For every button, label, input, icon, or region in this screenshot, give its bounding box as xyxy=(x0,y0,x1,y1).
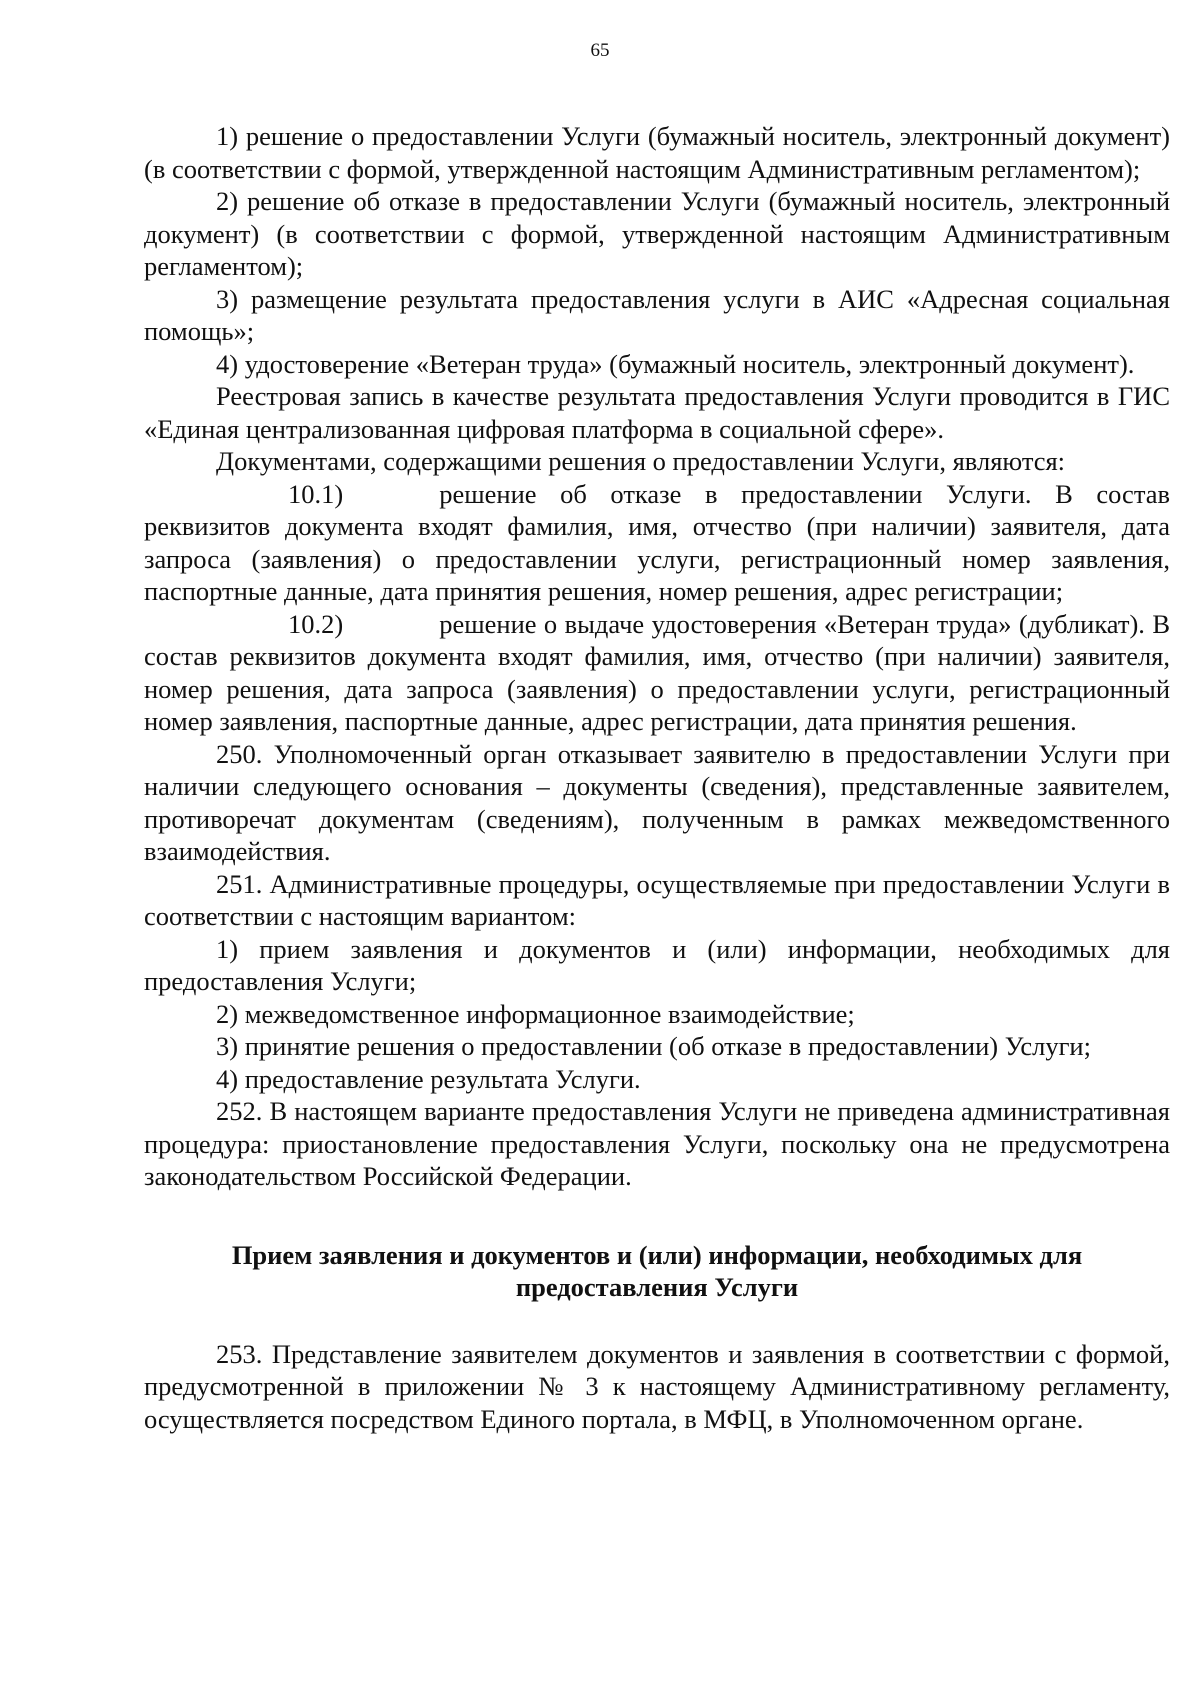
subitem-10-2 xyxy=(144,608,1170,738)
clause-252: 252. В настоящем варианте предоставления Услуги не приведена административная процедура: приостановление предоставления Услуги, поскольку она не предусмотрена законодательством Российской Федерации. xyxy=(144,1096,1170,1191)
clause-253: 253. Представление заявителем документов и заявления в соответствии с формой, предусмотренной в приложении № 3 к настоящему Административному регламенту, осуществляется посредством Единого портала, в МФЦ, в Уполномоченном органе. xyxy=(144,1338,1170,1434)
subitem-10-1 xyxy=(144,478,1170,608)
section-heading xyxy=(144,1239,1170,1304)
procedure-item-1: 1) прием заявления и документов и (или) информации, необходимых для предоставления Услуги; xyxy=(144,933,1170,996)
result-item-2: 2) решение об отказе в предоставлении Услуги (бумажный носитель, электронный документ) (в соответствии с формой, утвержденной настоящим Административным регламентом); xyxy=(144,186,1170,281)
subitem-number: 10.1) xyxy=(288,478,344,509)
decision-documents-intro: Документами, содержащими решения о предоставлении Услуги, являются: xyxy=(216,446,1066,476)
result-item-3: 3) размещение результата предоставления услуги в АИС «Адресная социальная помощь»; xyxy=(144,283,1170,346)
subitem-text: решение о выдаче удостоверения «Ветеран труда» (дубликат). В состав реквизитов документа входят фамилия, имя, отчество (при наличии) заявителя, номер решения, дата запроса (заявления) о предоставлении услуги, регистрационный номер заявления, паспортные данные, адрес регистрации, дата принятия решения. xyxy=(144,608,1170,736)
procedure-item-2: 2) межведомственное информационное взаимодействие; xyxy=(216,998,855,1029)
procedure-item-3: 3) принятие решения о предоставлении (об отказе в предоставлении) Услуги; xyxy=(216,1031,1091,1061)
procedure-item-4: 4) предоставление результата Услуги. xyxy=(216,1063,641,1094)
section-heading-line-2: предоставления Услуги xyxy=(515,1272,799,1302)
section-heading-line-1: Прием заявления и документов и (или) информации, необходимых для xyxy=(231,1239,1083,1270)
clause-250: 250. Уполномоченный орган отказывает заявителю в предоставлении Услуги при наличии следующего основания – документы (сведения), представленные заявителем, противоречат документам (сведениям), полученным в рамках межведомственного взаимодействия. xyxy=(144,738,1170,866)
registry-record-paragraph: Реестровая запись в качестве результата предоставления Услуги проводится в ГИС «Единая централизованная цифровая платформа в социальной сфере». xyxy=(144,381,1170,444)
document-body xyxy=(144,120,1170,1435)
result-item-1: 1) решение о предоставлении Услуги (бумажный носитель, электронный документ) (в соответствии с формой, утвержденной настоящим Административным регламентом); xyxy=(144,121,1170,184)
subitem-number: 10.2) xyxy=(288,608,344,639)
subitem-text: решение об отказе в предоставлении Услуги. В состав реквизитов документа входят фамилия, имя, отчество (при наличии) заявителя, дата запроса (заявления) о предоставлении услуги, регистрационный номер заявления, паспортные данные, дата принятия решения, номер решения, адрес регистрации; xyxy=(144,478,1170,606)
result-item-4: 4) удостоверение «Ветеран труда» (бумажный носитель, электронный документ). xyxy=(216,348,1135,379)
page-number: 65 xyxy=(590,40,610,61)
clause-251: 251. Административные процедуры, осуществляемые при предоставлении Услуги в соответствии с настоящим вариантом: xyxy=(144,868,1170,931)
